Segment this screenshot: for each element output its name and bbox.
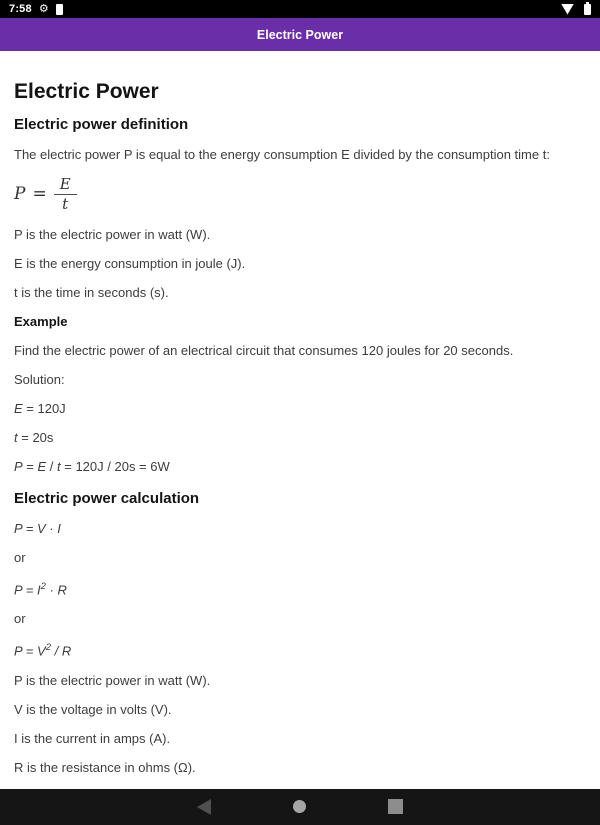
formula-p-vi: P = V · I xyxy=(14,521,61,536)
app-bar-title: Electric Power xyxy=(256,27,344,42)
back-button[interactable] xyxy=(197,799,211,815)
calc-line-v: V is the voltage in volts (V). xyxy=(14,701,172,717)
definition-line-t: t is the time in seconds (s). xyxy=(14,285,169,300)
definition-line-e: E is the energy consumption in joule (J). xyxy=(14,256,246,271)
home-button[interactable] xyxy=(293,800,306,813)
formula-p-i2r xyxy=(14,579,586,598)
gear-icon: ⚙ xyxy=(38,2,49,15)
formula-fraction xyxy=(54,176,77,212)
step-t xyxy=(14,430,586,446)
page-title: Electric Power xyxy=(14,80,159,103)
content-area[interactable] xyxy=(0,51,600,789)
f2-superscript: 2 xyxy=(40,581,46,592)
wifi-icon xyxy=(561,4,574,15)
formula-denominator: t xyxy=(62,194,69,213)
var-e2: E xyxy=(37,459,47,474)
step-eq-1: = xyxy=(22,459,38,474)
calc-line-p: P is the electric power in watt (W). xyxy=(14,672,211,688)
definition-heading: Electric power definition xyxy=(14,116,189,133)
var-p: P xyxy=(14,459,23,474)
step-e-rest: = 120J xyxy=(22,401,66,416)
recents-button[interactable] xyxy=(388,799,403,814)
var-e: E xyxy=(14,401,23,416)
f2-base: P = I xyxy=(14,582,41,598)
var-t: t xyxy=(14,430,18,445)
f3-base: P = V xyxy=(14,643,46,659)
formula-equals: = xyxy=(32,184,47,204)
calc-line-i: I is the current in amps (A). xyxy=(14,730,171,746)
or-2: or xyxy=(14,611,26,627)
f3-superscript: 2 xyxy=(45,642,51,654)
file-icon xyxy=(56,4,63,15)
battery-icon xyxy=(584,4,591,15)
definition-intro: The electric power P is equal to the energy consumption E divided by the consumption time t: xyxy=(14,147,550,162)
or-1: or xyxy=(14,550,26,565)
status-bar xyxy=(0,0,600,18)
status-bar-left xyxy=(9,3,63,15)
step-e xyxy=(14,401,586,417)
step-result xyxy=(14,459,586,475)
calculation-heading: Electric power calculation xyxy=(14,490,200,507)
step-t-rest: = 20s xyxy=(17,430,54,445)
navigation-bar xyxy=(0,789,600,825)
status-bar-right xyxy=(561,4,591,15)
f3-rest: / R xyxy=(50,643,72,659)
status-time: 7:58 xyxy=(9,3,32,15)
formula-lhs: P xyxy=(14,184,26,204)
step-result-rest: = 120J / 20s = 6W xyxy=(60,459,170,474)
solution-label: Solution: xyxy=(14,372,65,387)
definition-line-p: P is the electric power in watt (W). xyxy=(14,227,211,242)
power-definition-formula xyxy=(14,176,586,212)
formula-p-v2r xyxy=(14,640,586,659)
app-bar xyxy=(0,18,600,51)
example-heading: Example xyxy=(14,314,68,329)
f2-rest: · R xyxy=(45,582,67,598)
step-div: / xyxy=(46,459,58,474)
calc-line-r: R is the resistance in ohms (Ω). xyxy=(14,759,196,775)
example-problem: Find the electric power of an electrical circuit that consumes 120 joules for 20 seconds. xyxy=(14,343,514,358)
formula-numerator: E xyxy=(54,176,77,195)
var-t2: t xyxy=(57,459,61,474)
